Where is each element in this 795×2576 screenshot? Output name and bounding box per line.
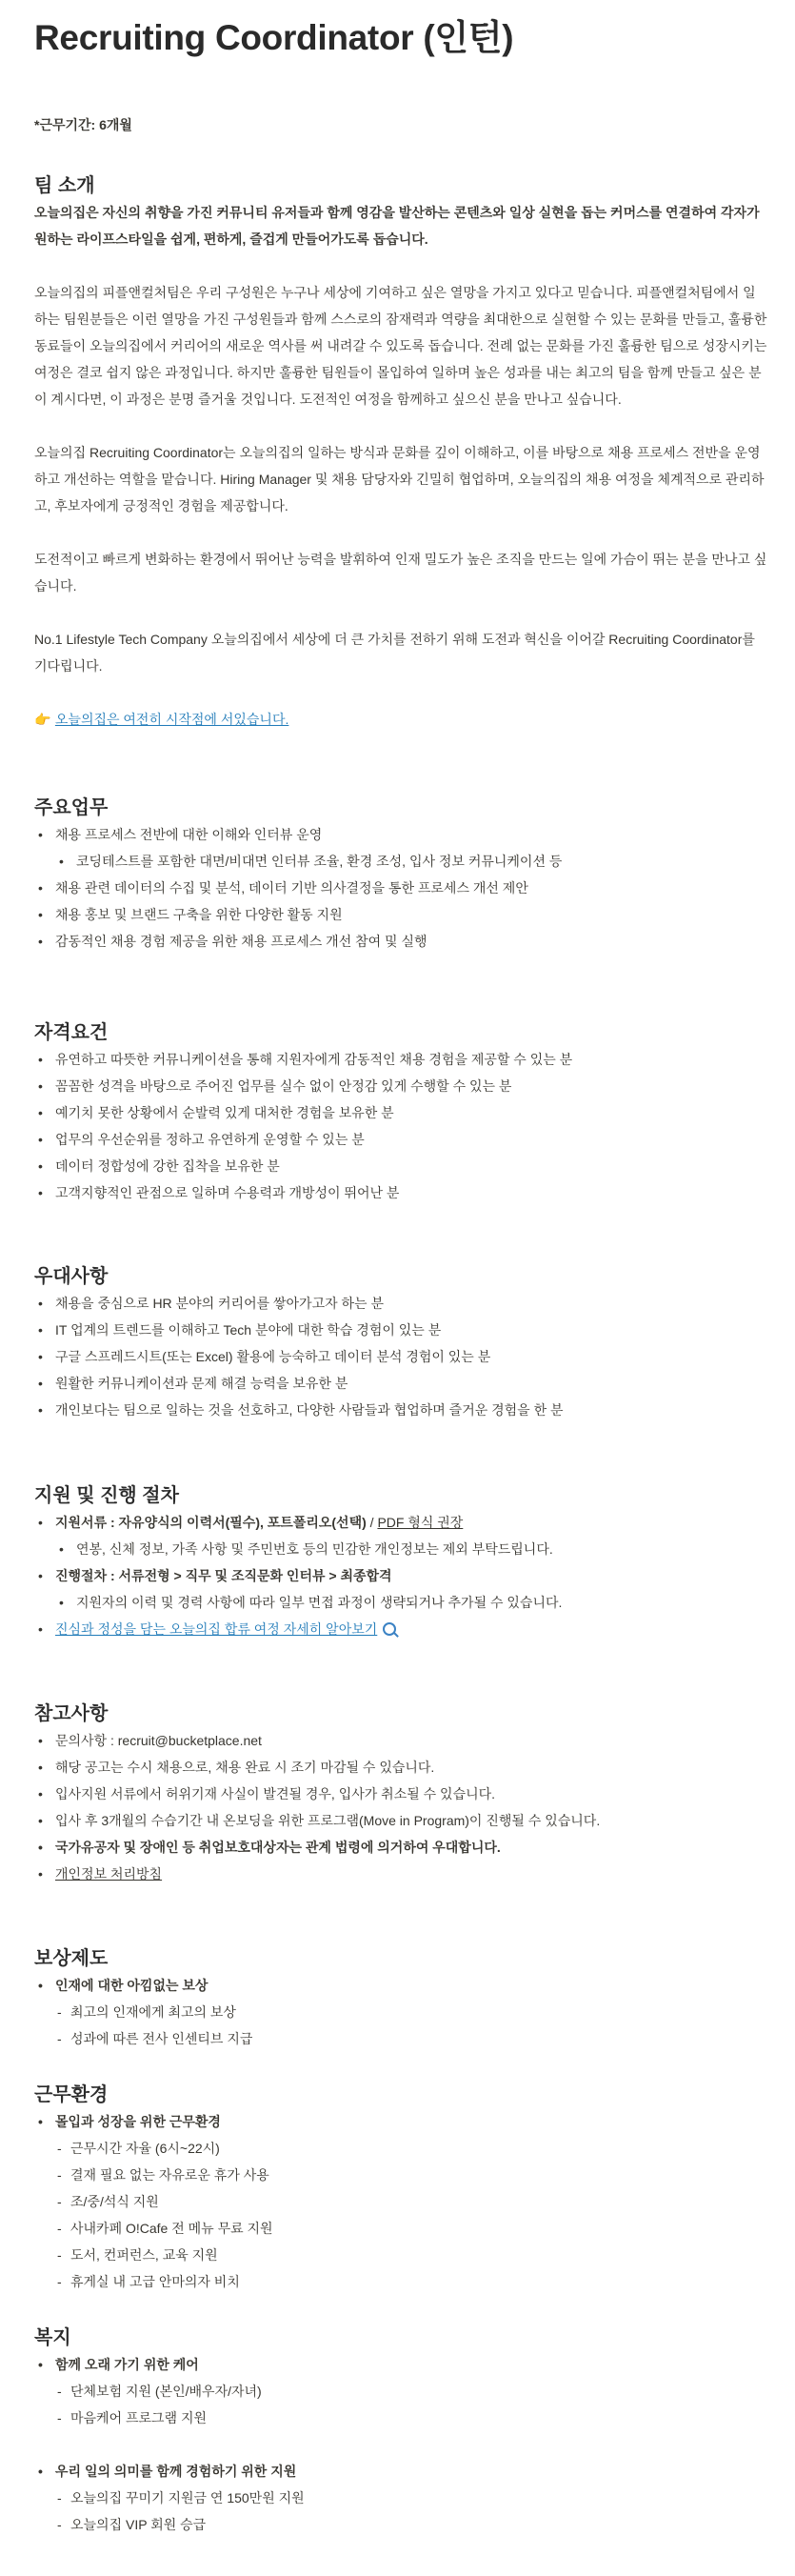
list-item (34, 1861, 767, 1887)
list-item: • 지원서류 : 자유양식의 이력서(필수), 포트폴리오(선택) / PDF 형식 권장 • 연봉, 신체 정보, 가족 사항 및 주민번호 등의 민감한 개인정보는 제외 부탁드립니다. (34, 1509, 767, 1562)
team-paragraph-4: No.1 Lifestyle Tech Company 오늘의집에서 세상에 더 큰 가치를 전하기 위해 도전과 혁신을 이어갈 Recruiting Coordinator를 기다립니다. (34, 632, 755, 674)
qualifications-list (34, 1046, 767, 1206)
notes-heading: 참고사항 (34, 1703, 109, 1724)
environment-section (34, 2082, 767, 2295)
list-item: • 채용을 중심으로 HR 분야의 커리어를 쌓아가고자 하는 분 (34, 1290, 767, 1317)
process-section (34, 1482, 767, 1642)
list-item: • IT 업계의 트렌드를 이해하고 Tech 분야에 대한 학습 경험이 있는 분 (34, 1317, 767, 1343)
list-item: • 채용 관련 데이터의 수집 및 분석, 데이터 기반 의사결정을 통한 프로세스 개선 제안 (34, 875, 767, 901)
preferred-section (34, 1263, 767, 1423)
list-item: • 구글 스프레드시트(또는 Excel) 활용에 능숙하고 데이터 분석 경험이 있는 분 (34, 1343, 767, 1370)
list-item: • 채용 프로세스 전반에 대한 이해와 인터뷰 운영 • 코딩테스트를 포함한 대면/비대면 인터뷰 조율, 환경 조성, 입사 정보 커뮤니케이션 등 (34, 821, 767, 875)
compensation-list (34, 1972, 767, 1999)
list-item: - 도서, 컨퍼런스, 교육 지원 (34, 2242, 767, 2268)
list-item: • 우리 일의 의미를 함께 경험하기 위한 지원 (34, 2458, 767, 2485)
list-item: • 진행절차 : 서류전형 > 직무 및 조직문화 인터뷰 > 최종합격 • 지원자의 이력 및 경력 사항에 따라 일부 면접 과정이 생략되거나 추가될 수 있습니다. (34, 1562, 767, 1616)
duties-sublist (34, 848, 767, 875)
list-item: • 업무의 우선순위를 정하고 유연하게 운영할 수 있는 분 (34, 1126, 767, 1153)
list-item: - 오늘의집 꾸미기 지원금 연 150만원 지원 (34, 2485, 767, 2511)
duties-heading: 주요업무 (34, 797, 109, 818)
welfare-heading: 복지 (34, 2327, 71, 2348)
team-intro: 오늘의집은 자신의 취향을 가진 커뮤니티 유저들과 함께 영감을 발산하는 콘텐츠와 일상 실현을 돕는 커머스를 연결하여 각자가 원하는 라이프스타일을 쉽게, 편하게, 즐겁게 만들어가도록 돕습니다. (34, 205, 760, 247)
notes-section (34, 1701, 767, 1887)
compensation-section (34, 1945, 767, 2052)
welfare-sublist-1 (34, 2378, 767, 2431)
welfare-list-1 (34, 2351, 767, 2378)
work-period: *근무기간: 6개월 (34, 117, 132, 132)
team-link-line (34, 706, 767, 733)
list-item: • 유연하고 따뜻한 커뮤니케이션을 통해 지원자에게 감동적인 채용 경험을 제공할 수 있는 분 (34, 1046, 767, 1073)
compensation-heading: 보상제도 (34, 1948, 109, 1969)
list-item: • 원활한 커뮤니케이션과 문제 해결 능력을 보유한 분 (34, 1370, 767, 1397)
process-heading: 지원 및 진행 절차 (34, 1485, 179, 1506)
preferred-heading: 우대사항 (34, 1266, 109, 1287)
compensation-sublist (34, 1999, 767, 2052)
list-item: • 지원자의 이력 및 경력 사항에 따라 일부 면접 과정이 생략되거나 추가될 수 있습니다. (34, 1589, 767, 1616)
environment-sublist (34, 2135, 767, 2295)
start-point-link[interactable]: 오늘의집은 여전히 시작점에 서있습니다. (54, 712, 289, 727)
process-list (34, 1509, 767, 1642)
hiring-journey-link[interactable]: 진심과 정성을 담는 오늘의집 합류 여정 자세히 알아보기 (55, 1621, 378, 1637)
list-item: • 고객지향적인 관점으로 일하며 수용력과 개방성이 뛰어난 분 (34, 1179, 767, 1206)
steps-sublist (34, 1589, 767, 1616)
team-paragraph-3: 도전적이고 빠르게 변화하는 환경에서 뛰어난 능력을 발휘하여 인재 밀도가 높은 조직을 만드는 일에 가슴이 뛰는 분을 만나고 싶습니다. (34, 552, 767, 594)
list-item: • 해당 공고는 수시 채용으로, 채용 완료 시 조기 마감될 수 있습니다. (34, 1754, 767, 1781)
environment-list (34, 2108, 767, 2135)
welfare-sublist-2 (34, 2485, 767, 2538)
list-item: - 마음케어 프로그램 지원 (34, 2405, 767, 2431)
list-item (34, 1616, 767, 1642)
list-item: • 연봉, 신체 정보, 가족 사항 및 주민번호 등의 민감한 개인정보는 제외 부탁드립니다. (34, 1536, 767, 1562)
list-item: • 예기치 못한 상황에서 순발력 있게 대처한 경험을 보유한 분 (34, 1099, 767, 1126)
qualifications-heading: 자격요건 (34, 1022, 109, 1043)
notes-list (34, 1727, 767, 1887)
team-heading: 팀 소개 (34, 175, 95, 196)
list-item: • 국가유공자 및 장애인 등 취업보호대상자는 관계 법령에 의거하여 우대합니다. (34, 1834, 767, 1861)
page-title: Recruiting Coordinator (인턴) (34, 18, 514, 57)
list-item: - 오늘의집 VIP 회원 승급 (34, 2511, 767, 2538)
list-item: • 코딩테스트를 포함한 대면/비대면 인터뷰 조율, 환경 조성, 입사 정보 커뮤니케이션 등 (34, 848, 767, 875)
list-item: • 함께 오래 가기 위한 케어 (34, 2351, 767, 2378)
list-item: - 단체보험 지원 (본인/배우자/자녀) (34, 2378, 767, 2405)
list-item: - 성과에 따른 전사 인센티브 지급 (34, 2025, 767, 2052)
list-item: • 문의사항 : recruit@bucketplace.net (34, 1727, 767, 1754)
list-item: • 인재에 대한 아낌없는 보상 (34, 1972, 767, 1999)
list-item: • 입사 후 3개월의 수습기간 내 온보딩을 위한 프로그램(Move in Program)이 진행될 수 있습니다. (34, 1807, 767, 1834)
preferred-list (34, 1290, 767, 1423)
list-item: - 조/중/석식 지원 (34, 2188, 767, 2215)
privacy-policy-link[interactable]: 개인정보 처리방침 (55, 1866, 163, 1882)
list-item: - 근무시간 자율 (6시~22시) (34, 2135, 767, 2162)
list-item: • 데이터 정합성에 강한 집착을 보유한 분 (34, 1153, 767, 1179)
qualifications-section (34, 1019, 767, 1206)
list-item: • 개인보다는 팀으로 일하는 것을 선호하고, 다양한 사람들과 협업하며 즐거운 경험을 한 분 (34, 1397, 767, 1423)
list-item: • 꼼꼼한 성격을 바탕으로 주어진 업무를 실수 없이 안정감 있게 수행할 수 있는 분 (34, 1073, 767, 1099)
team-paragraph-1: 오늘의집의 피플앤컬처팀은 우리 구성원은 누구나 세상에 기여하고 싶은 열망을 가지고 있다고 믿습니다. 피플앤컬처팀에서 일하는 팀원분들은 이런 열망을 가진 구성원들과 함께 스스로의 잠재력과 역량을 최대한으로 실현할 수 있는 문화를 만들고, 훌륭한 동료들이 오늘의집에서 커리어의 새로운 역사를 써 내려갈 수 있도록 돕습니다. 전례 없는 문화를 가진 훌륭한 팀으로 성장시키는 여정은 결코 쉽지 않은 과정입니다. 하지만 훌륭한 팀원들이 몰입하여 일하며 높은 성과를 내는 최고의 팀을 함께 만들고 싶은 분이 계시다면, 이 과정은 분명 즐거울 것입니다. 도전적인 여정을 함께하고 싶으신 분을 만나고 싶습니다. (34, 285, 767, 407)
pdf-format-link[interactable]: PDF 형식 권장 (377, 1515, 464, 1530)
list-item: - 사내카페 O!Cafe 전 메뉴 무료 지원 (34, 2215, 767, 2242)
list-item: - 휴게실 내 고급 안마의자 비치 (34, 2268, 767, 2295)
magnifier-icon (383, 1622, 396, 1636)
welfare-section (34, 2324, 767, 2538)
team-section (34, 172, 767, 733)
duties-list (34, 821, 767, 955)
team-paragraph-2: 오늘의집 Recruiting Coordinator는 오늘의집의 일하는 방식과 문화를 깊이 이해하고, 이를 바탕으로 채용 프로세스 전반을 운영하고 개선하는 역할을 맡습니다. Hiring Manager 및 채용 담당자와 긴밀히 협업하며, 오늘의집의 채용 여정을 체계적으로 관리하고, 후보자에게 긍정적인 경험을 제공합니다. (34, 445, 765, 513)
list-item: • 몰입과 성장을 위한 근무환경 (34, 2108, 767, 2135)
list-item: - 결재 필요 없는 자유로운 휴가 사용 (34, 2162, 767, 2188)
list-item: - 최고의 인재에게 최고의 보상 (34, 1999, 767, 2025)
environment-heading: 근무환경 (34, 2084, 109, 2105)
list-item: • 채용 홍보 및 브랜드 구축을 위한 다양한 활동 지원 (34, 901, 767, 928)
list-item: • 감동적인 채용 경험 제공을 위한 채용 프로세스 개선 참여 및 실행 (34, 928, 767, 955)
list-item: • 입사지원 서류에서 허위기재 사실이 발견될 경우, 입사가 취소될 수 있습니다. (34, 1781, 767, 1807)
pointing-hand-icon: 👉 (34, 712, 51, 727)
duties-section (34, 795, 767, 955)
welfare-list-2 (34, 2458, 767, 2485)
docs-sublist (34, 1536, 767, 1562)
